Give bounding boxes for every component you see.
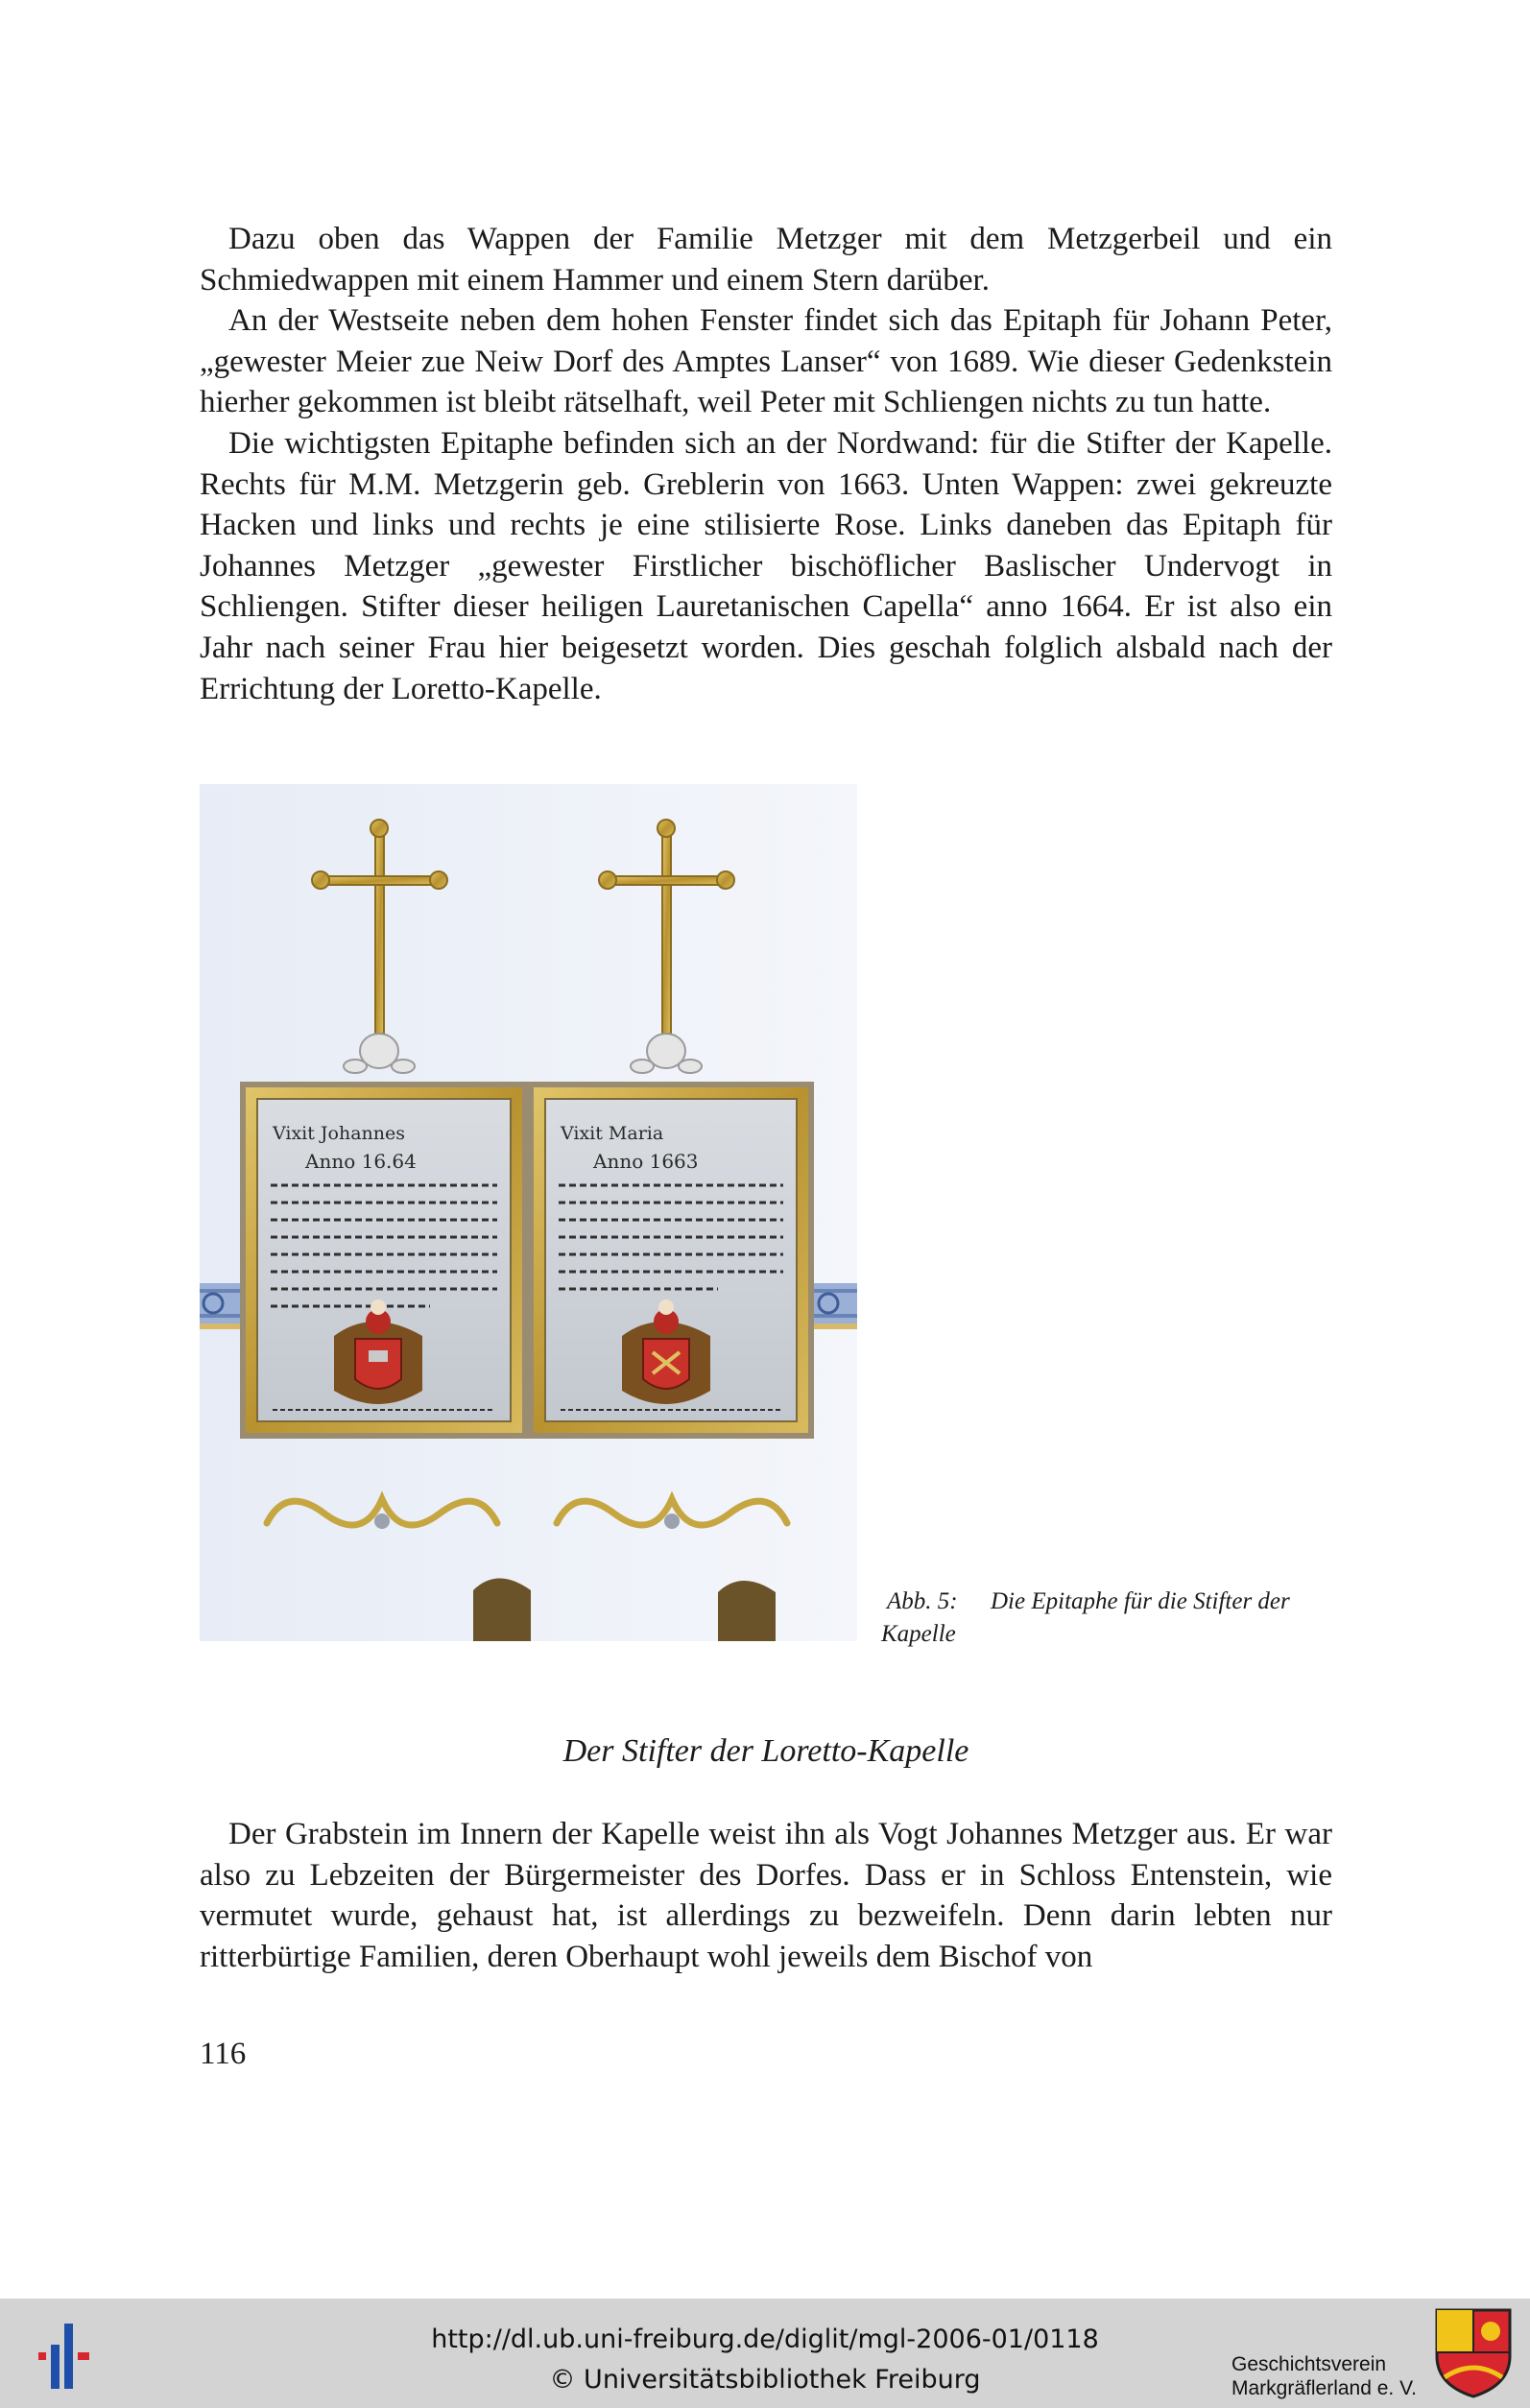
svg-text:Vixit Johannes: Vixit Johannes — [273, 1123, 406, 1144]
caption-label: Abb. 5: — [887, 1588, 958, 1614]
right-plaque-year: Anno 1663 — [593, 1150, 699, 1173]
body-text-top — [200, 219, 1332, 709]
paragraph-2: An der Westseite neben dem hohen Fenster findet sich das Epitaph für Johann Peter, „gewester Meier zue Neiw Dorf des Amptes Lanser“ von 1689. Wie dieser Gedenkstein hierher gekommen ist bleibt rätselhaft, weil Peter mit Schliengen nichts zu tun hatte. — [200, 303, 1332, 420]
figure-caption — [881, 1585, 1332, 1651]
viewer-footer — [0, 2299, 1530, 2408]
society-line-1: Geschichtsverein — [1231, 2353, 1387, 2375]
copyright-text: © Universitätsbibliothek Freiburg — [549, 2365, 981, 2395]
paragraph-1: Dazu oben das Wappen der Familie Metzger mit dem Metzgerbeil und ein Schmiedwappen mit einem Hammer und einem Stern darüber. — [200, 222, 1332, 298]
left-plaque-year: Anno 16.64 — [305, 1150, 417, 1173]
coat-of-arms-icon — [1435, 2308, 1512, 2398]
page-number: 116 — [200, 2037, 247, 2071]
society-name — [1231, 2352, 1417, 2400]
section-heading: Der Stifter der Loretto-Kapelle — [562, 1733, 969, 1769]
body-text-bottom — [200, 1814, 1332, 1977]
epitaph-photo — [200, 784, 857, 1641]
svg-text:Vixit Maria: Vixit Maria — [561, 1123, 664, 1144]
society-line-2: Markgräflerland e. V. — [1231, 2377, 1417, 2399]
caption-text: Die Epitaphe für die Stifter der Kapelle — [881, 1588, 1290, 1647]
permalink-link[interactable]: http://dl.ub.uni-freiburg.de/diglit/mgl-2006-01/0118 — [431, 2325, 1099, 2354]
paragraph-3: Die wichtigsten Epitaphe befinden sich an der Nordwand: für die Stifter der Kapelle. Rechts für M.M. Metzgerin geb. Greblerin von 1663. Unten Wappen: zwei gekreuzte Hacken und links und rechts je eine stilisierte Rose. Links daneben das Epitaph für Johannes Metzger „gewester Firstlicher bischöflicher Baslischer Undervogt in Schliengen. Stifter dieser heiligen Lauretanischen Capella“ anno 1664. Er ist also ein Jahr nach seiner Frau hier beigesetzt worden. Dies geschah folglich alsbald nach der Errichtung der Loretto-Kapelle. — [200, 425, 1332, 706]
paragraph-4: Der Grabstein im Innern der Kapelle weist ihn als Vogt Johannes Metzger aus. Er war also zu Lebzeiten der Bürgermeister des Dorfes. Dass er in Schloss Entenstein, wie vermutet wurde, gehaust hat, ist allerdings zu bezweifeln. Denn darin lebten nur ritterbürtige Familien, deren Oberhaupt wohl jeweils dem Bischof von — [200, 1817, 1332, 1974]
